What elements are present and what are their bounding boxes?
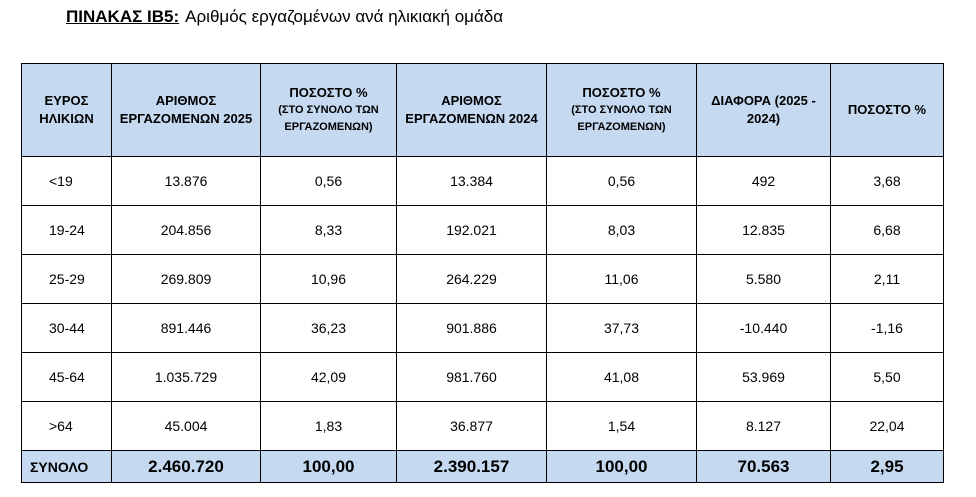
cell-difference: 12.835 xyxy=(697,206,831,255)
cell-percent-2025: 1,83 xyxy=(261,402,397,451)
header-employees-2024: ΑΡΙΘΜΟΣ ΕΡΓΑΖΟΜΕΝΩΝ 2024 xyxy=(397,64,547,157)
total-employees-2025: 2.460.720 xyxy=(112,451,261,483)
cell-percent-2024: 41,08 xyxy=(547,353,697,402)
total-row xyxy=(22,451,944,483)
cell-percent-2024: 37,73 xyxy=(547,304,697,353)
age-group-table xyxy=(21,63,944,483)
cell-employees-2025: 1.035.729 xyxy=(112,353,261,402)
header-percent-change: ΠΟΣΟΣΤΟ % xyxy=(831,64,944,157)
total-percent-2024: 100,00 xyxy=(547,451,697,483)
cell-employees-2025: 891.446 xyxy=(112,304,261,353)
cell-difference: 492 xyxy=(697,157,831,206)
cell-percent-2025: 0,56 xyxy=(261,157,397,206)
table-title: Αριθμός εργαζομένων ανά ηλικιακή ομάδα xyxy=(185,7,504,26)
cell-difference: 53.969 xyxy=(697,353,831,402)
cell-percent-2024: 8,03 xyxy=(547,206,697,255)
cell-percent-2024: 1,54 xyxy=(547,402,697,451)
cell-age-range: 25-29 xyxy=(22,255,112,304)
cell-employees-2024: 901.886 xyxy=(397,304,547,353)
header-age-range: ΕΥΡΟΣ ΗΛΙΚΙΩΝ xyxy=(22,64,112,157)
cell-percent-change: 22,04 xyxy=(831,402,944,451)
table-number: ΠΙΝΑΚΑΣ ΙΒ5: xyxy=(66,7,180,26)
header-row xyxy=(22,64,944,157)
total-difference: 70.563 xyxy=(697,451,831,483)
header-percent-2024: ΠΟΣΟΣΤΟ % (ΣΤΟ ΣΥΝΟΛΟ ΤΩΝ ΕΡΓΑΖΟΜΕΝΩΝ) xyxy=(547,64,697,157)
cell-percent-change: 6,68 xyxy=(831,206,944,255)
cell-difference: 8.127 xyxy=(697,402,831,451)
header-difference: ΔΙΑΦΟΡΑ (2025 - 2024) xyxy=(697,64,831,157)
cell-difference: 5.580 xyxy=(697,255,831,304)
total-percent-change: 2,95 xyxy=(831,451,944,483)
table-row xyxy=(22,304,944,353)
header-percent-2025: ΠΟΣΟΣΤΟ % (ΣΤΟ ΣΥΝΟΛΟ ΤΩΝ ΕΡΓΑΖΟΜΕΝΩΝ) xyxy=(261,64,397,157)
cell-percent-2025: 42,09 xyxy=(261,353,397,402)
table-caption xyxy=(66,6,503,28)
cell-percent-change: 3,68 xyxy=(831,157,944,206)
cell-employees-2024: 264.229 xyxy=(397,255,547,304)
cell-employees-2025: 204.856 xyxy=(112,206,261,255)
cell-percent-2025: 10,96 xyxy=(261,255,397,304)
cell-age-range: 45-64 xyxy=(22,353,112,402)
cell-age-range: <19 xyxy=(22,157,112,206)
cell-percent-2024: 0,56 xyxy=(547,157,697,206)
cell-employees-2024: 192.021 xyxy=(397,206,547,255)
cell-age-range: 19-24 xyxy=(22,206,112,255)
total-employees-2024: 2.390.157 xyxy=(397,451,547,483)
table-row xyxy=(22,402,944,451)
table-row xyxy=(22,353,944,402)
cell-percent-change: 5,50 xyxy=(831,353,944,402)
cell-percent-2025: 36,23 xyxy=(261,304,397,353)
cell-age-range: >64 xyxy=(22,402,112,451)
table-row xyxy=(22,157,944,206)
table-row xyxy=(22,255,944,304)
cell-employees-2024: 981.760 xyxy=(397,353,547,402)
cell-age-range: 30-44 xyxy=(22,304,112,353)
cell-employees-2024: 36.877 xyxy=(397,402,547,451)
total-age-range: ΣΥΝΟΛΟ xyxy=(22,451,112,483)
cell-percent-change: -1,16 xyxy=(831,304,944,353)
cell-employees-2025: 13.876 xyxy=(112,157,261,206)
cell-employees-2025: 45.004 xyxy=(112,402,261,451)
cell-difference: -10.440 xyxy=(697,304,831,353)
cell-percent-2025: 8,33 xyxy=(261,206,397,255)
cell-employees-2024: 13.384 xyxy=(397,157,547,206)
header-employees-2025: ΑΡΙΘΜΟΣ ΕΡΓΑΖΟΜΕΝΩΝ 2025 xyxy=(112,64,261,157)
table-row xyxy=(22,206,944,255)
cell-employees-2025: 269.809 xyxy=(112,255,261,304)
cell-percent-change: 2,11 xyxy=(831,255,944,304)
cell-percent-2024: 11,06 xyxy=(547,255,697,304)
total-percent-2025: 100,00 xyxy=(261,451,397,483)
